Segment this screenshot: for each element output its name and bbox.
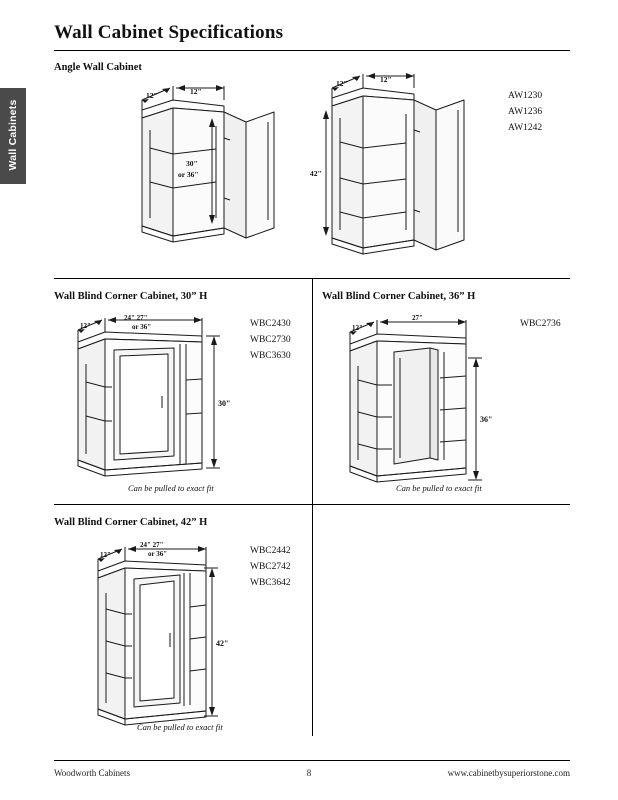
svg-text:12": 12"	[336, 79, 348, 88]
svg-text:12": 12"	[80, 322, 91, 330]
svg-text:42": 42"	[310, 169, 322, 178]
svg-text:42": 42"	[216, 639, 229, 648]
code-item: WBC2736	[520, 319, 561, 329]
dimension-wbc-36-height	[462, 352, 508, 488]
dimension-wbc-42-height	[198, 562, 244, 722]
section-title-wbc-30: Wall Blind Corner Cabinet, 30” H	[54, 291, 208, 302]
svg-text:12": 12"	[380, 75, 392, 84]
footer-page-number: 8	[306, 768, 312, 778]
side-tab-wall-cabinets	[0, 88, 26, 184]
dimension-wbc-30-height	[200, 330, 246, 476]
caption-wbc-42: Can be pulled to exact fit	[137, 722, 223, 732]
section-title-wbc-42: Wall Blind Corner Cabinet, 42” H	[54, 517, 208, 528]
code-item: WBC3642	[250, 578, 291, 588]
column-divider-lower	[312, 504, 313, 736]
code-list-wbc-36	[520, 316, 561, 332]
code-list-angle-wall-cabinet	[508, 88, 542, 136]
caption-wbc-36: Can be pulled to exact fit	[396, 483, 482, 493]
section-title-wbc-36: Wall Blind Corner Cabinet, 36” H	[322, 291, 476, 302]
code-item: AW1236	[508, 107, 543, 117]
code-item: WBC2730	[250, 335, 291, 345]
code-item: WBC2430	[250, 319, 291, 329]
footer-left-text: Woodworth Cabinets	[54, 768, 131, 778]
svg-text:or 36": or 36"	[148, 550, 168, 558]
code-item: AW1242	[508, 123, 543, 133]
svg-text:36": 36"	[480, 415, 493, 424]
column-divider	[312, 278, 313, 504]
code-item: WBC2742	[250, 562, 291, 572]
svg-text:12": 12"	[352, 324, 363, 332]
caption-wbc-30: Can be pulled to exact fit	[128, 483, 214, 493]
svg-text:24" 27": 24" 27"	[140, 541, 164, 549]
drawing-angle-wall-cabinet-30-36	[120, 78, 300, 268]
code-item: WBC2442	[250, 546, 291, 556]
svg-text:12": 12"	[190, 87, 202, 96]
drawing-angle-wall-cabinet-42	[310, 60, 490, 270]
code-item: WBC3630	[250, 351, 291, 361]
footer-divider	[54, 760, 570, 761]
title-divider	[54, 50, 570, 51]
code-item: AW1230	[508, 91, 543, 101]
side-tab-label: Wall Cabinets	[7, 99, 19, 171]
svg-text:24" 27": 24" 27"	[124, 314, 148, 322]
svg-text:27": 27"	[412, 314, 423, 322]
page-title: Wall Cabinet Specifications	[54, 22, 284, 43]
svg-text:12": 12"	[146, 91, 158, 100]
drawing-wbc-42	[84, 535, 274, 735]
svg-text:30": 30"	[186, 159, 198, 168]
svg-text:30": 30"	[218, 399, 231, 408]
svg-text:12": 12"	[100, 551, 111, 559]
svg-text:or 36": or 36"	[132, 323, 152, 331]
section-title-angle-wall-cabinet: Angle Wall Cabinet	[54, 62, 142, 73]
code-list-wbc-30	[250, 316, 291, 364]
svg-text:or 36": or 36"	[178, 170, 199, 179]
footer-website: www.cabinetbysuperiorstone.com	[447, 768, 570, 778]
